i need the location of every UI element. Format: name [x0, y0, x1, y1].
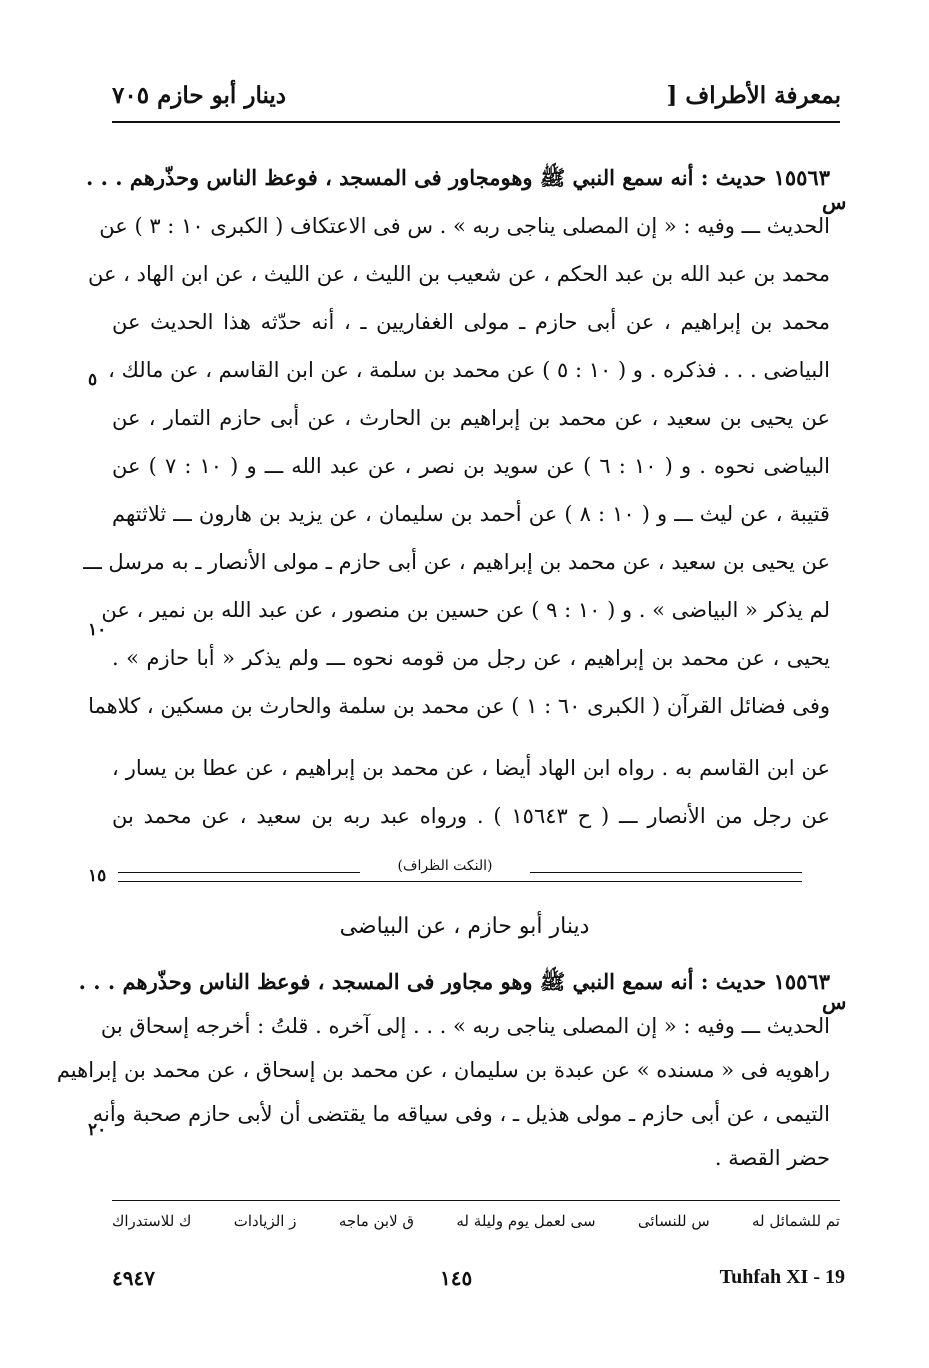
abbrev-item: ك للاستدراك	[112, 1212, 192, 1230]
section-heading: دينار أبو حازم ، عن البياضى	[339, 914, 590, 939]
abbrev-item: تم للشمائل له	[751, 1212, 840, 1230]
text-line: عن ابن القاسم به . رواه ابن الهاد أيضا ، عن محمد بن إبراهيم ، عن عطا بن يسار ،	[112, 756, 830, 780]
abbrev-item: سى لعمل يوم وليلة له	[456, 1212, 596, 1230]
text-line: لم يذكر « البياضى » . و ( ١٠ : ٩ ) عن حسين بن منصور ، عن عبد الله بن نمير ، عن	[101, 598, 830, 622]
text-line: الحديث ـــ وفيه : « إن المصلى يناجى ربه » . س فى الاعتكاف ( الكبرى ١٠ : ٣ ) عن	[99, 214, 830, 238]
abbrev-item: ز الزيادات	[233, 1212, 297, 1230]
text-line: عن يحيى بن سعيد ، عن محمد بن إبراهيم بن الحارث ، عن أبى حازم التمار ، عن	[112, 406, 830, 430]
line-number: ٥	[88, 370, 98, 390]
text-line: التيمى ، عن أبى حازم ـ مولى هذيل ـ ، وفى سياقه ما يقتضى أن لأبى حازم صحبة وأنه	[92, 1102, 830, 1126]
text-line: عن يحيى بن سعيد ، عن محمد بن إبراهيم ، عن أبى حازم ـ مولى الأنصار ـ به مرسل ـــ	[83, 550, 830, 574]
abbrev-item: س للنسائى	[637, 1212, 710, 1230]
text-line: وفى فضائل القرآن ( الكبرى ٦٠ : ١ ) عن محمد بن سلمة والحارث بن مسكين ، كلاهما	[88, 694, 830, 718]
main-text-cont	[112, 734, 830, 844]
line-number: ٢٠	[88, 1120, 107, 1140]
text-line: محمد بن إبراهيم ، عن أبى حازم ـ مولى الغفاريين ـ ، أنه حدّثه هذا الحديث عن	[112, 310, 830, 334]
text-line: يحيى ، عن محمد بن إبراهيم ، عن رجل من قومه نحوه ـــ ولم يذكر « أبا حازم » .	[112, 646, 830, 670]
header-rule	[112, 121, 840, 123]
text-line: الحديث ـــ وفيه : « إن المصلى يناجى ربه » . . . إلى آخره . قلتُ : أخرجه إسحاق بن	[100, 1014, 830, 1038]
page-number: ١٤٥	[440, 1266, 473, 1290]
text-line: محمد بن عبد الله بن عبد الحكم ، عن شعيب بن الليث ، عن الليث ، عن ابن الهاد ، عن	[87, 262, 830, 286]
footnote-rule	[112, 1200, 840, 1201]
siglum-marker: س	[822, 990, 847, 1014]
text-line: البياضى . . . فذكره . و ( ١٠ : ٥ ) عن محمد بن سلمة ، عن ابن القاسم ، عن مالك ،	[108, 358, 830, 382]
text-line: عن رجل من الأنصار ـــ ( ح ١٥٦٤٣ ) . ورواه عبد ربه بن سعيد ، عن محمد بن	[112, 804, 831, 828]
text-line: ١٥٥٦٣ حديث : أنه سمع النبي ﷺ وهومجاور فى المسجد ، فوعظ الناس وحذّرهم . . .	[85, 165, 830, 190]
sequence-number: ٤٩٤٧	[112, 1266, 155, 1290]
running-header-right: بمعرفة الأطراف [	[666, 82, 841, 109]
volume-signature: Tuhfah XI - 19	[719, 1266, 845, 1288]
siglum-marker: س	[822, 190, 847, 214]
text-line: راهويه فى « مسنده » عن عبدة بن سليمان ، عن محمد بن إسحاق ، عن محمد بن إبراهيم	[56, 1058, 830, 1082]
main-text	[83, 158, 830, 728]
text-line: البياضى نحوه . و ( ١٠ : ٦ ) عن سويد بن نصر ، عن عبد الله ـــ و ( ١٠ : ٧ ) عن	[112, 454, 830, 478]
text-line: قتيبة ، عن ليث ـــ و ( ١٠ : ٨ ) عن أحمد بن سليمان ، عن يزيد بن هارون ـــ ثلاثتهم	[112, 502, 830, 526]
text-line: ١٥٥٦٣ حديث : أنه سمع النبي ﷺ وهو مجاور فى المسجد ، فوعظ الناس وحذّرهم . . .	[78, 969, 830, 994]
text-line: حضر القصة .	[714, 1146, 830, 1170]
abbreviation-key	[112, 1212, 840, 1230]
line-number: ١٥	[88, 866, 107, 886]
divider-label: (النكت الظراف)	[360, 858, 530, 874]
line-number: ١٠	[88, 620, 107, 640]
abbrev-item: ق لابن ماجه	[338, 1212, 415, 1230]
running-header-left: دينار أبو حازم ٧٠٥	[112, 82, 287, 109]
